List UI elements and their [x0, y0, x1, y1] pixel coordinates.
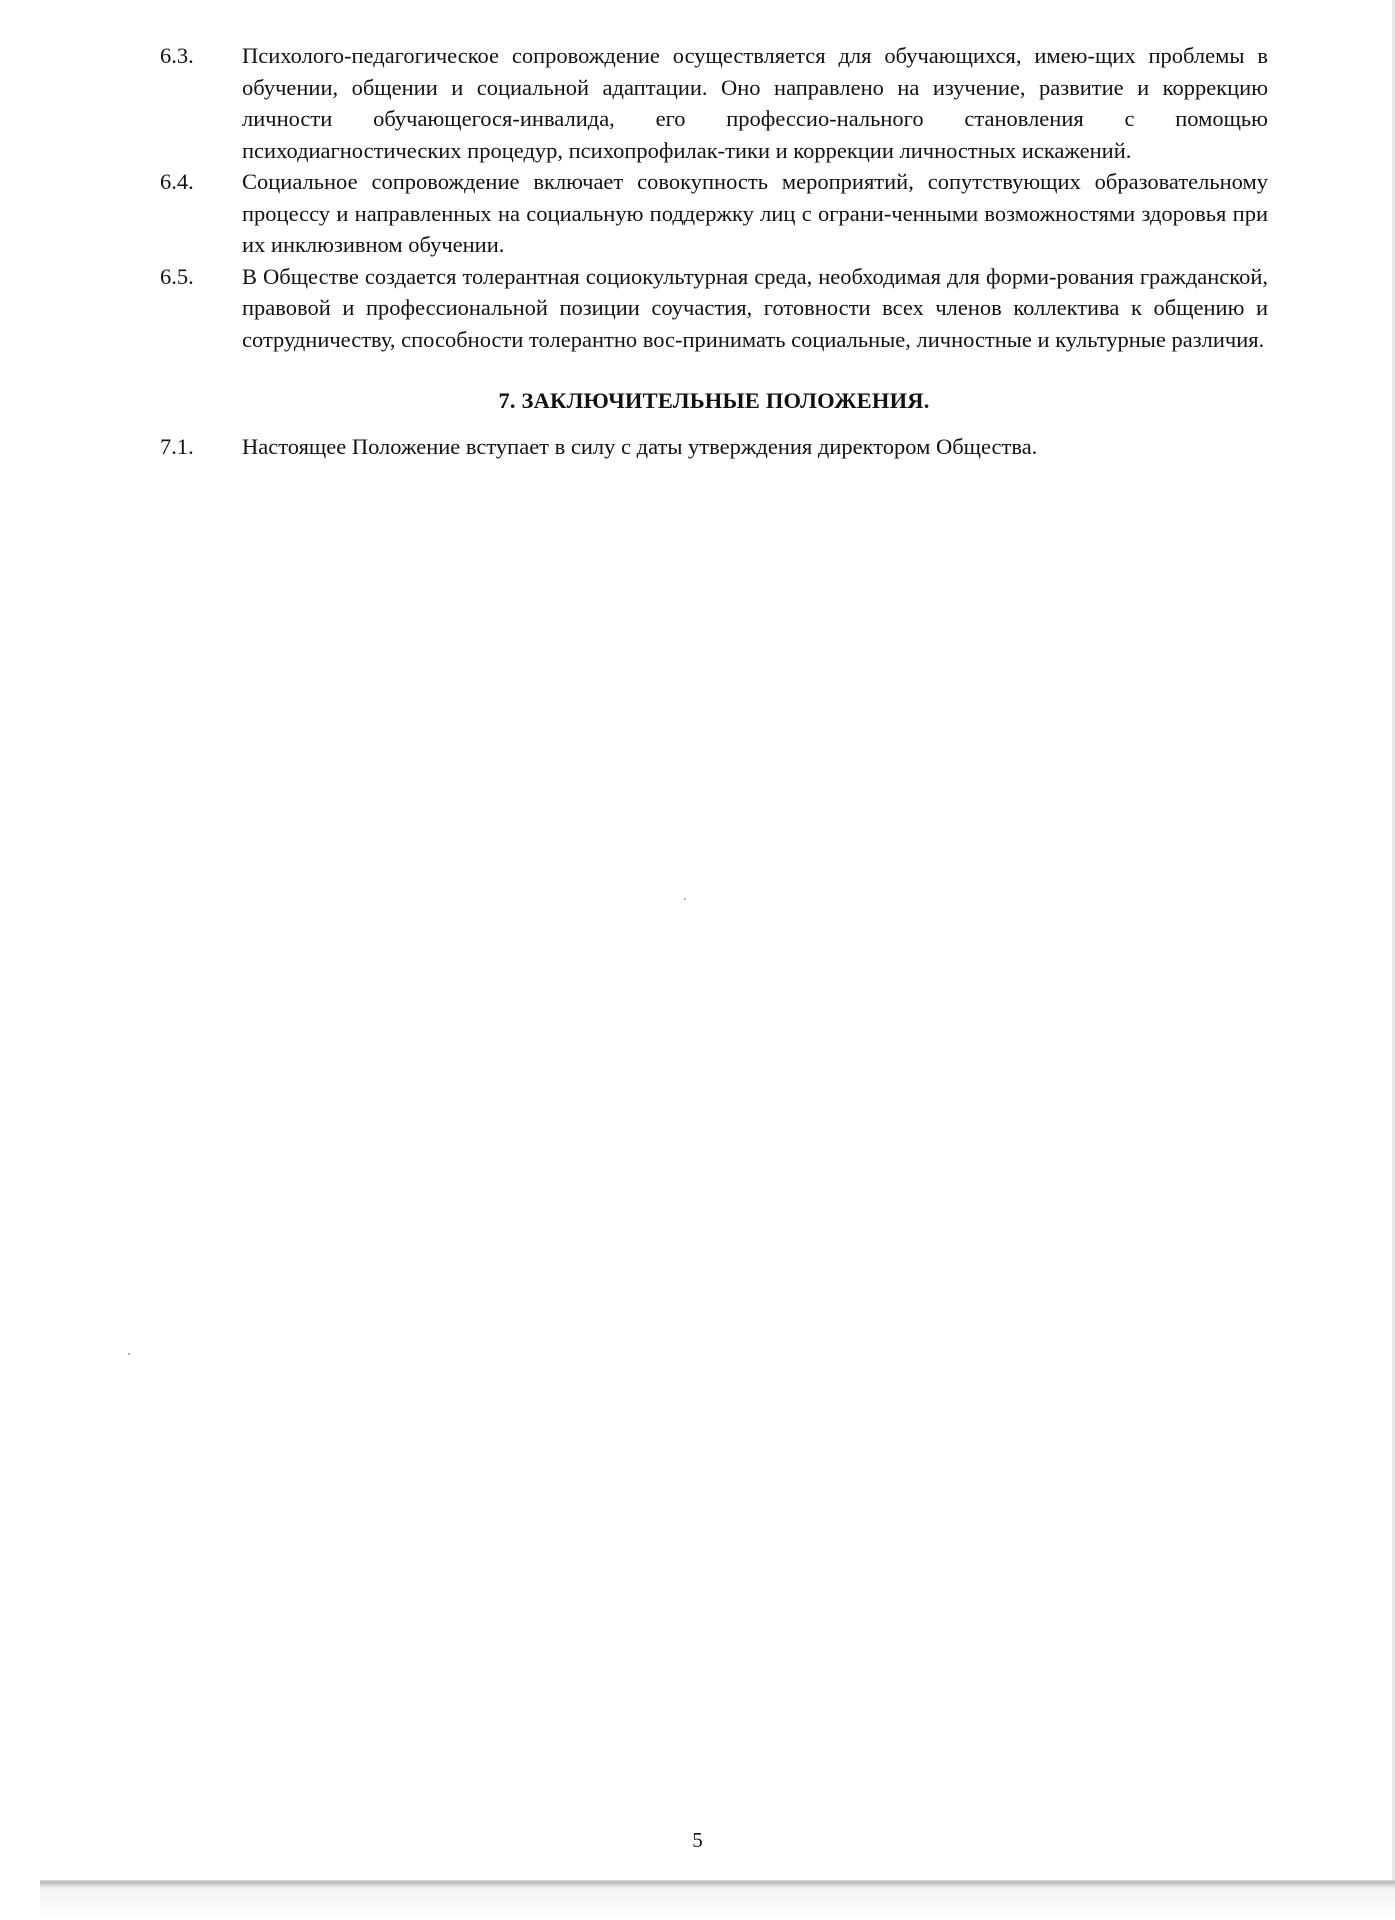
clause-text: Социальное сопровождение включает совокупность мероприятий, сопутствующих образовательному процессу и направленных на социальную поддержку лиц с ограни-ченными возможностями здоровья при их инклюзивном обучении.	[242, 169, 1268, 257]
clause-text: Психолого-педагогическое сопровождение осуществляется для обучающихся, имею-щих проблемы в обучении, общении и социальной адаптации. Оно направлено на изучение, развитие и коррекцию личности обучающегося-инвалида, его профессио-нального становления с помощью психодиагностических процедур, психопрофилак-тики и коррекции личностных искажений.	[242, 43, 1268, 163]
clause-6-3	[160, 40, 1268, 166]
scan-edge-bottom	[40, 1880, 1395, 1920]
clause-text: Настоящее Положение вступает в силу с даты утверждения директором Общества.	[242, 433, 1038, 459]
clause-7-1	[160, 431, 1268, 463]
clause-6-5	[160, 261, 1268, 356]
section-7-heading: 7. ЗАКЛЮЧИТЕЛЬНЫЕ ПОЛОЖЕНИЯ.	[498, 388, 930, 413]
clause-number: 6.5.	[160, 263, 194, 289]
document-body	[160, 40, 1268, 462]
clause-number: 6.3.	[160, 43, 194, 68]
scan-speck	[684, 898, 686, 900]
clause-6-4	[160, 166, 1268, 261]
clause-number: 7.1.	[160, 433, 194, 459]
clause-text: В Обществе создается толерантная социокультурная среда, необходимая для форми-рования гражданской, правовой и профессиональной позиции соучастия, готовности всех членов коллектива к общению и сотрудничеству, способности толерантно вос-принимать социальные, личностные и культурные различия.	[242, 263, 1268, 352]
scan-speck	[128, 1353, 130, 1355]
clause-number: 6.4.	[160, 169, 194, 194]
page-number: 5	[692, 1828, 703, 1852]
